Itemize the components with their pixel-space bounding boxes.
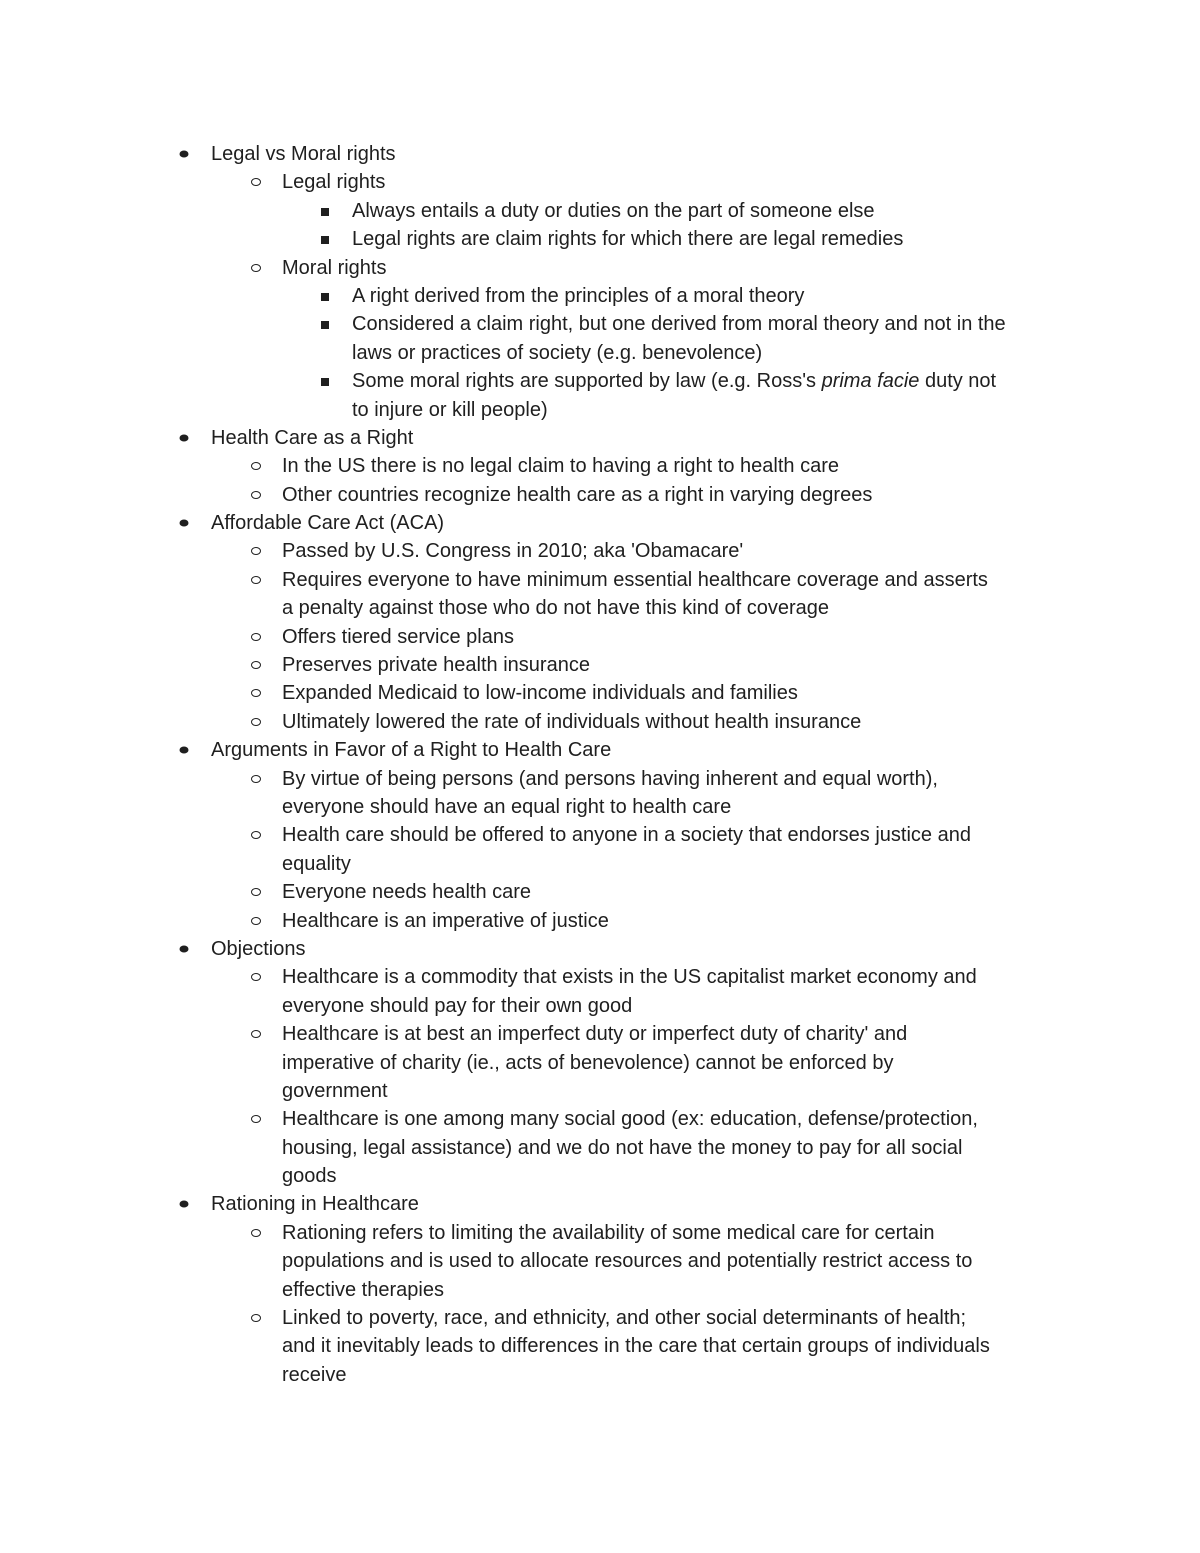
point-continuation xyxy=(0,850,1200,878)
filled-bullet-icon xyxy=(180,1201,189,1208)
hollow-bullet-icon xyxy=(251,633,261,641)
point-text: Expanded Medicaid to low-income individuals and families xyxy=(282,682,798,705)
bullet-item xyxy=(0,736,1200,764)
point-text: Health care should be offered to anyone in a society that endorses justice and xyxy=(282,824,971,847)
square-bullet-icon xyxy=(321,208,329,216)
bullet-item xyxy=(0,424,1200,452)
point-text: Considered a claim right, but one derived from moral theory and not in the xyxy=(352,313,1006,336)
point-text: Healthcare is one among many social good (ex: education, defense/protection, xyxy=(282,1108,978,1131)
point-text: A right derived from the principles of a moral theory xyxy=(352,284,805,307)
sub-bullet-item xyxy=(0,878,1200,906)
bullet-item xyxy=(0,140,1200,168)
square-bullet-icon xyxy=(321,293,329,301)
point-text: a penalty against those who do not have this kind of coverage xyxy=(282,597,830,620)
point-text: Always entails a duty or duties on the part of someone else xyxy=(352,199,875,222)
point-continuation xyxy=(0,396,1200,424)
point-text: Offers tiered service plans xyxy=(282,625,514,648)
point-text: Preserves private health insurance xyxy=(282,654,590,677)
sub-sub-bullet-item xyxy=(0,225,1200,253)
point-text: goods xyxy=(282,1165,337,1188)
section-heading: Health Care as a Right xyxy=(211,426,414,449)
hollow-bullet-icon xyxy=(251,576,261,584)
sub-bullet-item xyxy=(0,963,1200,991)
section-heading: Arguments in Favor of a Right to Health Care xyxy=(211,739,612,762)
sub-bullet-item xyxy=(0,623,1200,651)
section-heading: Objections xyxy=(211,937,306,960)
point-text: Healthcare is at best an imperfect duty or imperfect duty of charity' and xyxy=(282,1023,908,1046)
point-text: Rationing refers to limiting the availability of some medical care for certain xyxy=(282,1221,935,1244)
point-continuation xyxy=(0,1134,1200,1162)
bullet-item xyxy=(0,935,1200,963)
bullet-item xyxy=(0,1190,1200,1218)
point-text: Linked to poverty, race, and ethnicity, and other social determinants of health; xyxy=(282,1307,967,1330)
sub-bullet-item xyxy=(0,254,1200,282)
point-text: populations and is used to allocate resources and potentially restrict access to xyxy=(282,1250,973,1273)
point-continuation xyxy=(0,1332,1200,1360)
point-text: equality xyxy=(282,852,351,875)
point-continuation xyxy=(0,594,1200,622)
hollow-bullet-icon xyxy=(251,973,261,981)
section-heading: Rationing in Healthcare xyxy=(211,1193,419,1216)
section-heading: Legal vs Moral rights xyxy=(211,143,396,165)
point-text: Ultimately lowered the rate of individuals without health insurance xyxy=(282,710,862,733)
section-heading: Affordable Care Act (ACA) xyxy=(211,512,445,535)
point-continuation xyxy=(0,992,1200,1020)
point-text: Everyone needs health care xyxy=(282,881,532,904)
point-text: Other countries recognize health care as a right in varying degrees xyxy=(282,483,873,506)
point-text: Passed by U.S. Congress in 2010; aka 'Obamacare' xyxy=(282,540,744,563)
sub-bullet-item xyxy=(0,168,1200,196)
sub-bullet-item xyxy=(0,1219,1200,1247)
hollow-bullet-icon xyxy=(251,689,261,697)
point-text: housing, legal assistance) and we do not have the money to pay for all social xyxy=(282,1136,963,1159)
hollow-bullet-icon xyxy=(251,718,261,726)
sub-bullet-item xyxy=(0,481,1200,509)
hollow-bullet-icon xyxy=(251,462,261,470)
point-text: By virtue of being persons (and persons having inherent and equal worth), xyxy=(282,767,938,790)
hollow-bullet-icon xyxy=(251,661,261,669)
point-text: duty not xyxy=(919,370,997,393)
filled-bullet-icon xyxy=(180,747,189,754)
subsection-label: Moral rights xyxy=(282,256,387,279)
sub-sub-bullet-item xyxy=(0,367,1200,395)
point-continuation xyxy=(0,1361,1200,1389)
hollow-bullet-icon xyxy=(251,917,261,925)
point-text: effective therapies xyxy=(282,1278,444,1301)
hollow-bullet-icon xyxy=(251,491,261,499)
sub-bullet-item xyxy=(0,1105,1200,1133)
square-bullet-icon xyxy=(321,236,329,244)
point-continuation xyxy=(0,1077,1200,1105)
point-text: to injure or kill people) xyxy=(352,398,548,421)
bullet-item xyxy=(0,509,1200,537)
sub-bullet-item xyxy=(0,651,1200,679)
sub-sub-bullet-item xyxy=(0,282,1200,310)
sub-bullet-item xyxy=(0,537,1200,565)
sub-bullet-item xyxy=(0,708,1200,736)
sub-bullet-item xyxy=(0,821,1200,849)
point-text: In the US there is no legal claim to having a right to health care xyxy=(282,455,839,478)
sub-bullet-item xyxy=(0,566,1200,594)
square-bullet-icon xyxy=(321,378,329,386)
hollow-bullet-icon xyxy=(251,1115,261,1123)
point-text: imperative of charity (ie., acts of benevolence) cannot be enforced by xyxy=(282,1051,894,1074)
point-continuation xyxy=(0,339,1200,367)
hollow-bullet-icon xyxy=(251,831,261,839)
sub-bullet-item xyxy=(0,1020,1200,1048)
square-bullet-icon xyxy=(321,321,329,329)
filled-bullet-icon xyxy=(180,151,189,158)
sub-sub-bullet-item xyxy=(0,197,1200,225)
point-continuation xyxy=(0,1247,1200,1275)
sub-bullet-item xyxy=(0,679,1200,707)
italic-term: prima facie xyxy=(821,370,920,393)
point-text: Healthcare is an imperative of justice xyxy=(282,909,609,932)
sub-sub-bullet-item xyxy=(0,310,1200,338)
point-text: laws or practices of society (e.g. benevolence) xyxy=(352,341,763,364)
filled-bullet-icon xyxy=(180,434,189,441)
filled-bullet-icon xyxy=(180,520,189,527)
filled-bullet-icon xyxy=(180,945,189,952)
hollow-bullet-icon xyxy=(251,264,261,272)
sub-bullet-item xyxy=(0,907,1200,935)
point-text: government xyxy=(282,1079,388,1102)
point-text: receive xyxy=(282,1363,347,1386)
sub-bullet-item xyxy=(0,765,1200,793)
point-text: everyone should have an equal right to health care xyxy=(282,795,732,818)
hollow-bullet-icon xyxy=(251,1229,261,1237)
hollow-bullet-icon xyxy=(251,1314,261,1322)
point-continuation xyxy=(0,793,1200,821)
point-continuation xyxy=(0,1162,1200,1190)
point-continuation xyxy=(0,1049,1200,1077)
hollow-bullet-icon xyxy=(251,775,261,783)
point-continuation xyxy=(0,1276,1200,1304)
point-text: everyone should pay for their own good xyxy=(282,994,633,1017)
point-text: Requires everyone to have minimum essential healthcare coverage and asserts xyxy=(282,568,988,591)
sub-bullet-item xyxy=(0,1304,1200,1332)
point-text: Healthcare is a commodity that exists in the US capitalist market economy and xyxy=(282,966,977,989)
point-text: Legal rights are claim rights for which there are legal remedies xyxy=(352,228,904,251)
hollow-bullet-icon xyxy=(251,178,261,186)
point-text: Some moral rights are supported by law (e.g. Ross's xyxy=(352,370,822,393)
subsection-label: Legal rights xyxy=(282,171,386,194)
hollow-bullet-icon xyxy=(251,1030,261,1038)
hollow-bullet-icon xyxy=(251,547,261,555)
hollow-bullet-icon xyxy=(251,888,261,896)
document-page xyxy=(0,140,1200,1389)
point-text: and it inevitably leads to differences in the care that certain groups of individuals xyxy=(282,1335,990,1358)
sub-bullet-item xyxy=(0,452,1200,480)
